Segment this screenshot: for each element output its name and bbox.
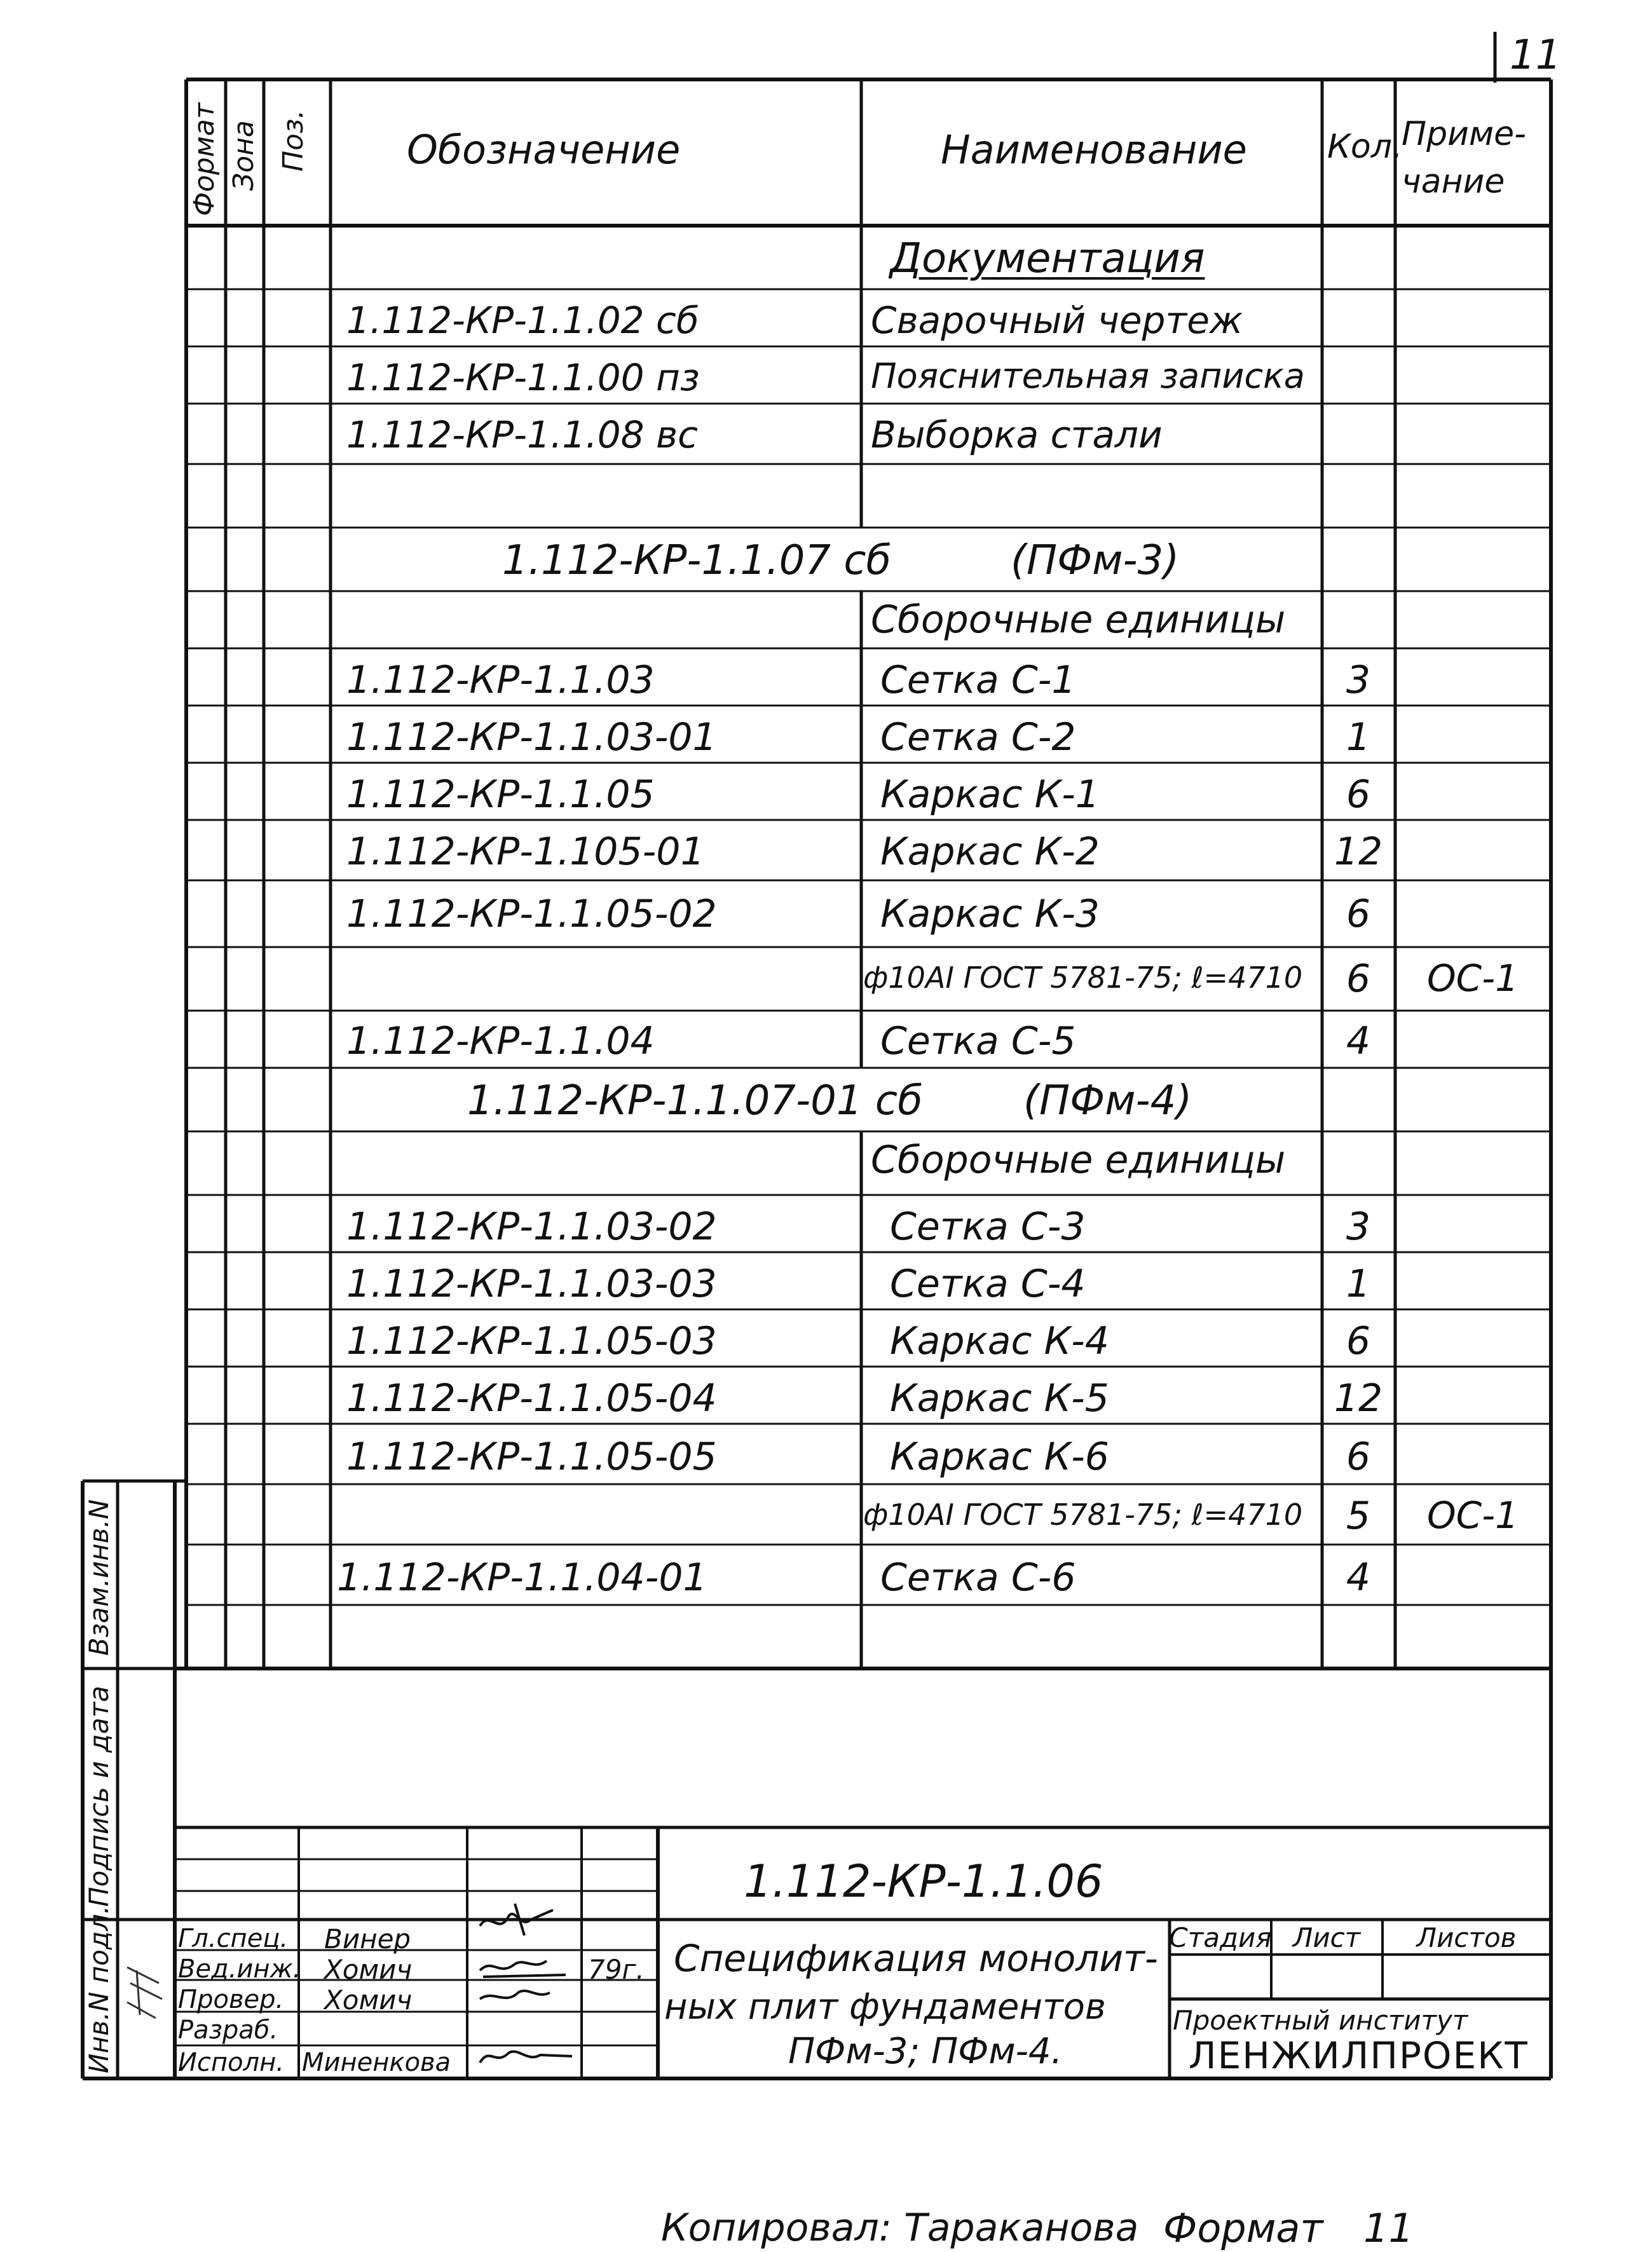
spec-row-name: Каркас К-5 (890, 1376, 1109, 1421)
sheet-number: 11 (1510, 32, 1562, 79)
spec-row-name: Сетка С-6 (880, 1555, 1076, 1600)
spec-row-qty: 1 (1346, 1262, 1371, 1306)
doc-row-name: Сварочный чертеж (871, 299, 1243, 342)
header-qty: Кол. (1327, 128, 1403, 166)
group-subtitle: Сборочные единицы (871, 597, 1286, 642)
staff-name: Винер (324, 1923, 411, 1955)
staff-name: Хомич (324, 1984, 413, 2016)
doc-title-line1: Спецификация монолит- (674, 1937, 1158, 1980)
spec-row-qty: 6 (1346, 957, 1371, 1001)
label-vzam-inv: Взам.инв.N (83, 1499, 114, 1656)
header-name: Наименование (941, 126, 1247, 173)
spec-row-name: Каркас К-1 (880, 772, 1100, 817)
footer-format-label: Формат (1163, 2205, 1323, 2251)
header-format: Формат (188, 102, 221, 216)
staff-role: Провер. (178, 1985, 284, 2014)
header-note-1: Приме- (1402, 115, 1526, 153)
staff-role: Разраб. (178, 2016, 278, 2045)
spec-row-designation: 1.112-КР-1.1.03-01 (346, 715, 717, 760)
spec-row-note: ОС-1 (1427, 1494, 1519, 1537)
spec-row-name: Сетка С-1 (880, 658, 1076, 702)
group-mark: (ПФм-3) (1011, 537, 1180, 584)
doc-row-name: Пояснительная записка (871, 356, 1305, 396)
staff-name: Миненкова (302, 2048, 451, 2077)
doc-code: 1.112-КР-1.1.06 (744, 1855, 1103, 1907)
group-subtitle: Сборочные единицы (871, 1138, 1286, 1182)
org-line1: Проектный институт (1173, 2005, 1468, 2036)
signature-scribbles (470, 1897, 585, 2075)
spec-row-designation: 1.112-КР-1.1.05 (346, 772, 655, 817)
footer-copied: Копировал: Тараканова (661, 2206, 1139, 2250)
spec-row-designation: 1.112-КР-1.1.03-03 (346, 1262, 717, 1306)
spec-row-name: Сетка С-5 (880, 1019, 1076, 1063)
spec-row-name: Каркас К-4 (890, 1319, 1109, 1363)
sheets-label: Листов (1416, 1922, 1517, 1953)
doc-row-name: Выборка стали (871, 413, 1163, 456)
org-line2: ЛЕНЖИЛПРОЕКТ (1189, 2034, 1529, 2077)
spec-row-qty: 4 (1346, 1555, 1371, 1600)
spec-row-name: ф10АI ГОСТ 5781-75; ℓ=4710 (863, 1498, 1303, 1532)
staff-role: Исполн. (178, 2048, 284, 2077)
spec-row-qty: 6 (1346, 1319, 1371, 1363)
doc-row-designation: 1.112-КР-1.1.00 пз (346, 356, 700, 399)
spec-row-designation: 1.112-КР-1.105-01 (346, 829, 705, 874)
spec-row-name: Сетка С-2 (880, 715, 1076, 760)
spec-row-qty: 6 (1346, 772, 1371, 817)
staff-role: Гл.спец. (178, 1924, 289, 1953)
header-designation: Обозначение (407, 126, 681, 173)
spec-row-designation: 1.112-КР-1.1.04-01 (337, 1555, 707, 1600)
spec-row-qty: 1 (1346, 715, 1371, 760)
group-mark: (ПФм-4) (1023, 1077, 1192, 1124)
group-code: 1.112-КР-1.1.07 сб (502, 537, 891, 584)
spec-row-name: ф10АI ГОСТ 5781-75; ℓ=4710 (863, 960, 1303, 995)
header-note-2: чание (1402, 163, 1505, 201)
staff-name: Хомич (324, 1954, 413, 1985)
staff-role: Вед.инж. (178, 1955, 301, 1984)
stamp-mark (121, 1958, 172, 2028)
doc-title-line2: ных плит фундаментов (664, 1986, 1106, 2028)
spec-row-designation: 1.112-КР-1.1.03-02 (346, 1204, 717, 1249)
spec-row-designation: 1.112-КР-1.1.04 (346, 1019, 655, 1063)
section-title-documentation: Документация (890, 235, 1205, 282)
spec-row-qty: 12 (1334, 1376, 1383, 1421)
spec-row-name: Сетка С-3 (890, 1204, 1086, 1249)
spec-row-qty: 3 (1346, 1204, 1371, 1249)
spec-row-designation: 1.112-КР-1.1.05-02 (346, 892, 717, 936)
header-pos: Поз. (277, 109, 310, 172)
doc-row-designation: 1.112-КР-1.1.02 сб (346, 299, 699, 342)
sheet-label: Лист (1292, 1922, 1361, 1953)
spec-row-designation: 1.112-КР-1.1.03 (346, 658, 655, 702)
spec-row-qty: 3 (1346, 658, 1371, 702)
spec-row-qty: 5 (1346, 1494, 1371, 1538)
header-zone: Зона (228, 120, 260, 191)
spec-row-qty: 6 (1346, 892, 1371, 936)
spec-row-designation: 1.112-КР-1.1.05-03 (346, 1319, 717, 1363)
label-inv-podl: Инв.N подл. (83, 1905, 114, 2073)
label-sign-date: Подпись и дата (83, 1686, 114, 1907)
footer-format-value: 11 (1363, 2205, 1414, 2251)
spec-row-qty: 6 (1346, 1435, 1371, 1479)
spec-row-name: Каркас К-3 (880, 892, 1100, 936)
spec-row-note: ОС-1 (1427, 957, 1519, 1000)
spec-row-designation: 1.112-КР-1.1.05-05 (346, 1435, 717, 1479)
doc-title-line3: ПФм-3; ПФм-4. (788, 2031, 1063, 2072)
stage-label: Стадия (1169, 1922, 1272, 1953)
spec-row-name: Сетка С-4 (890, 1262, 1086, 1306)
spec-row-qty: 4 (1346, 1019, 1371, 1063)
spec-row-name: Каркас К-6 (890, 1435, 1109, 1479)
spec-row-designation: 1.112-КР-1.1.05-04 (346, 1376, 717, 1421)
group-code: 1.112-КР-1.1.07-01 сб (467, 1077, 923, 1124)
staff-date: 79г. (588, 1954, 645, 1985)
spec-row-qty: 12 (1334, 829, 1383, 874)
spec-row-name: Каркас К-2 (880, 829, 1100, 874)
doc-row-designation: 1.112-КР-1.1.08 вс (346, 413, 699, 456)
